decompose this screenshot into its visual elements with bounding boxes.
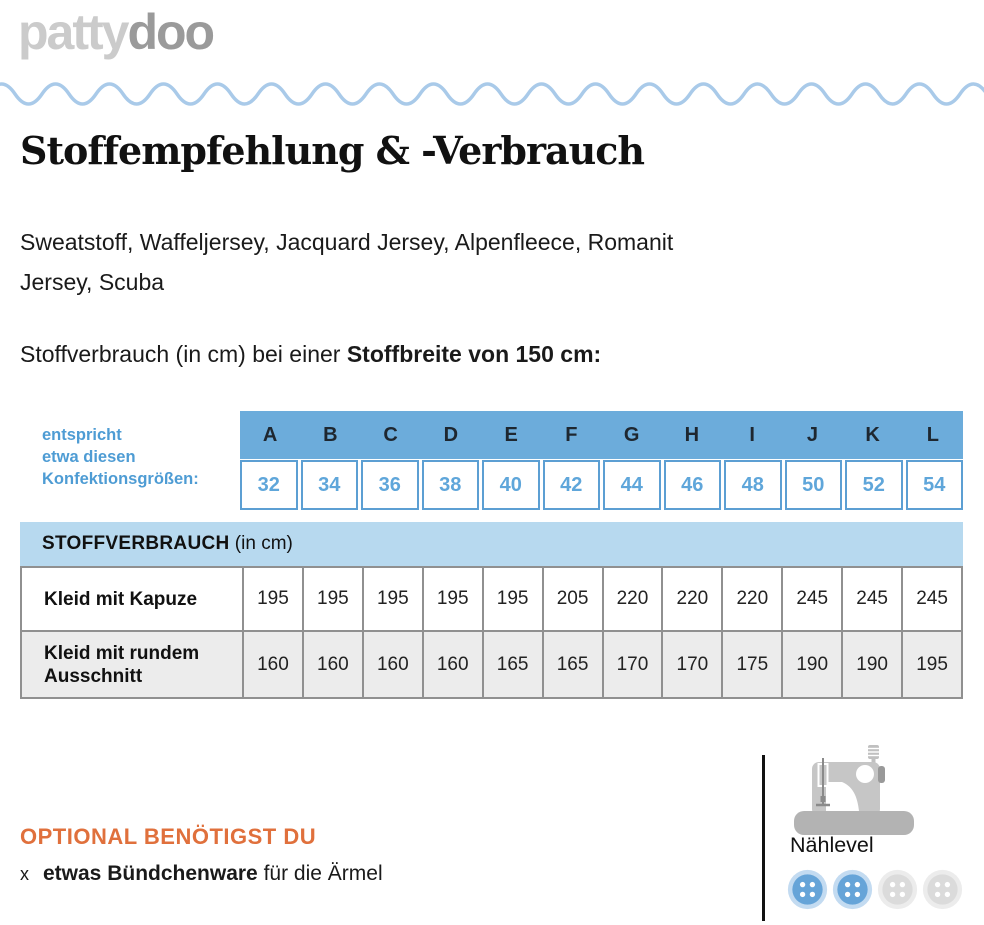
cell-value: 170 — [661, 632, 721, 697]
cell-value: 220 — [721, 568, 781, 630]
size-letter: C — [383, 423, 398, 446]
usage-table-title-band — [20, 522, 963, 566]
button-icon-inactive-2 — [922, 869, 963, 910]
size-letter: A — [262, 423, 278, 446]
cell-value: 195 — [901, 632, 961, 697]
cell-value: 165 — [542, 632, 602, 697]
optional-item — [20, 862, 383, 886]
size-letter: I — [749, 423, 755, 446]
logo-text-doo: doo — [127, 4, 214, 60]
cell-value: 160 — [302, 632, 362, 697]
usage-intro — [20, 341, 601, 368]
optional-item-rest: für die Ärmel — [257, 862, 383, 885]
size-letter: H — [684, 423, 700, 446]
cell-value: 190 — [781, 632, 841, 697]
vertical-divider — [762, 755, 765, 921]
size-letter: E — [504, 423, 518, 446]
button-icon-active-1 — [787, 869, 828, 910]
optional-item-bold: etwas Bündchenware — [43, 862, 258, 885]
size-note-line2: etwa diesen — [42, 448, 136, 466]
naehlevel-label: Nählevel — [790, 833, 874, 857]
confection-size: 38 — [422, 460, 480, 510]
size-note-line1: entspricht — [42, 426, 122, 444]
fabric-list-line2: Jersey, Scuba — [20, 269, 165, 295]
cell-value: 245 — [781, 568, 841, 630]
confection-size: 32 — [240, 460, 298, 510]
size-letter: F — [565, 423, 578, 446]
fabric-list-line1: Sweatstoff, Waffeljersey, Jacquard Jersey, Alpenfleece, Romanit — [20, 229, 674, 255]
page-title: Stoffempfehlung & -Verbrauch — [20, 128, 644, 173]
cell-value: 195 — [242, 568, 302, 630]
table-row — [22, 630, 961, 697]
pattydoo-logo — [18, 4, 213, 60]
usage-table-title-unit: (in cm) — [229, 533, 293, 554]
cell-value: 160 — [242, 632, 302, 697]
cell-value: 170 — [602, 632, 662, 697]
sewing-machine-icon — [782, 744, 922, 836]
confection-size: 50 — [785, 460, 843, 510]
row-label: Kleid mit rundem Ausschnitt — [44, 642, 200, 687]
size-letter: L — [926, 423, 939, 446]
confection-size: 54 — [906, 460, 964, 510]
cell-value: 220 — [602, 568, 662, 630]
usage-intro-regular: Stoffverbrauch (in cm) bei einer — [20, 341, 347, 367]
size-letter: K — [865, 423, 880, 446]
size-letter: D — [443, 423, 459, 446]
optional-item-bullet: x — [20, 864, 29, 884]
confection-size: 42 — [543, 460, 601, 510]
confection-size: 52 — [845, 460, 903, 510]
cell-value: 205 — [542, 568, 602, 630]
naehlevel-rating — [787, 869, 963, 910]
cell-value: 195 — [362, 568, 422, 630]
size-note — [42, 424, 199, 490]
confection-size: 44 — [603, 460, 661, 510]
optional-heading: OPTIONAL BENÖTIGST DU — [20, 824, 317, 849]
button-icon-inactive-1 — [877, 869, 918, 910]
button-icon-active-2 — [832, 869, 873, 910]
cell-value: 160 — [362, 632, 422, 697]
size-letter: B — [323, 423, 338, 446]
confection-size: 40 — [482, 460, 540, 510]
logo-text-patty: patty — [18, 4, 128, 60]
cell-value: 190 — [841, 632, 901, 697]
confection-size: 34 — [301, 460, 359, 510]
usage-table-title-bold: STOFFVERBRAUCH — [42, 533, 230, 554]
fabric-list — [20, 222, 673, 302]
size-table-values — [240, 460, 963, 510]
row-label: Kleid mit Kapuze — [44, 588, 198, 610]
cell-value: 195 — [482, 568, 542, 630]
size-letter: G — [623, 423, 640, 446]
cell-value: 160 — [422, 632, 482, 697]
cell-value: 195 — [422, 568, 482, 630]
usage-table — [20, 566, 963, 699]
table-row — [22, 568, 961, 630]
cell-value: 245 — [841, 568, 901, 630]
size-table-header — [240, 411, 963, 459]
cell-value: 245 — [901, 568, 961, 630]
cell-value: 220 — [661, 568, 721, 630]
cell-value: 195 — [302, 568, 362, 630]
cell-value: 165 — [482, 632, 542, 697]
confection-size: 46 — [664, 460, 722, 510]
confection-size: 48 — [724, 460, 782, 510]
size-letter: J — [806, 423, 818, 446]
cell-value: 175 — [721, 632, 781, 697]
usage-intro-bold: Stoffbreite von 150 cm: — [346, 341, 602, 367]
size-note-line3: Konfektionsgrößen: — [42, 470, 199, 488]
confection-size: 36 — [361, 460, 419, 510]
